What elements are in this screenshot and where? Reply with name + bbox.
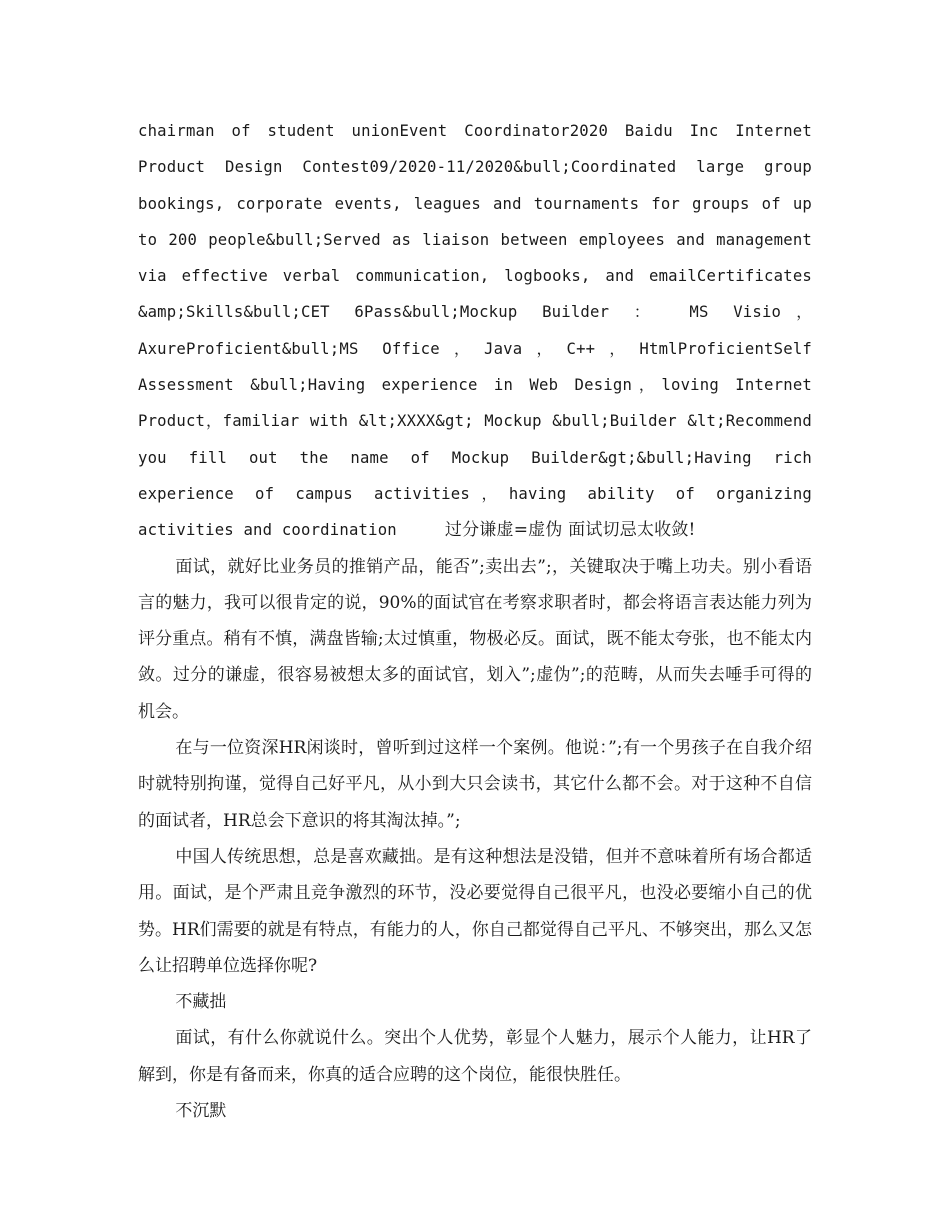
resume-english-text xyxy=(138,113,812,549)
document-page xyxy=(138,113,812,1129)
resume-english-body: chairman of student unionEvent Coordinator2020 Baidu Inc Internet Product Design Contest09/2020-11/2020&bull;Coordinated large group bookings, corporate events, leagues and tournaments for groups of up to 200 people&bull;Served as liaison between employees and management via effective verbal communication, logbooks, and emailCertificates &amp;Skills&bull;CET 6Pass&bull;Mockup Builder ： MS Visio，AxureProficient&bull;MS Office，Java，C++，HtmlProficientSelf Assessment &bull;Having experience in Web Design，loving Internet Product，familiar with &lt;XXXX&gt; Mockup &bull;Builder &lt;Recommend you fill out the name of Mockup Builder&gt;&bull;Having rich experience of campus activities，having ability of organizing activities and coordination xyxy=(138,122,812,540)
subheading-no-silence: 不沉默 xyxy=(175,1101,227,1122)
paragraph-hr-case: 在与一位资深HR闲谈时，曾听到过这样一个案例。他说：”;有一个男孩子在自我介绍时就特别拘谨，觉得自己好平凡，从小到大只会读书，其它什么都不会。对于这种不自信的面试者，HR总会下意识的将其淘汰掉。”; xyxy=(138,738,812,831)
subheading-no-hiding: 不藏拙 xyxy=(175,992,227,1013)
paragraph-sales-analogy: 面试，就好比业务员的推销产品，能否”;卖出去”;，关键取决于嘴上功夫。别小看语言的魅力，我可以很肯定的说，90%的面试官在考察求职者时，都会将语言表达能力列为评分重点。稍有不慎，满盘皆输;太过慎重，物极必反。面试，既不能太夸张，也不能太内敛。过分的谦虚，很容易被想太多的面试官，划入”;虚伪”;的范畴，从而失去唾手可得的机会。 xyxy=(138,556,812,722)
inline-heading: 过分谦虚=虚伪 面试切忌太收敛! xyxy=(444,520,696,541)
paragraph-tradition: 中国人传统思想，总是喜欢藏拙。是有这种想法是没错，但并不意味着所有场合都适用。面试，是个严肃且竞争激烈的环节，没必要觉得自己很平凡，也没必要缩小自己的优势。HR们需要的就是有特点，有能力的人，你自己都觉得自己平凡、不够突出，那么又怎么让招聘单位选择你呢? xyxy=(138,846,812,976)
paragraph-say-what-you-have: 面试，有什么你就说什么。突出个人优势，彰显个人魅力，展示个人能力，让HR了解到，你是有备而来，你真的适合应聘的这个岗位，能很快胜任。 xyxy=(138,1028,812,1085)
